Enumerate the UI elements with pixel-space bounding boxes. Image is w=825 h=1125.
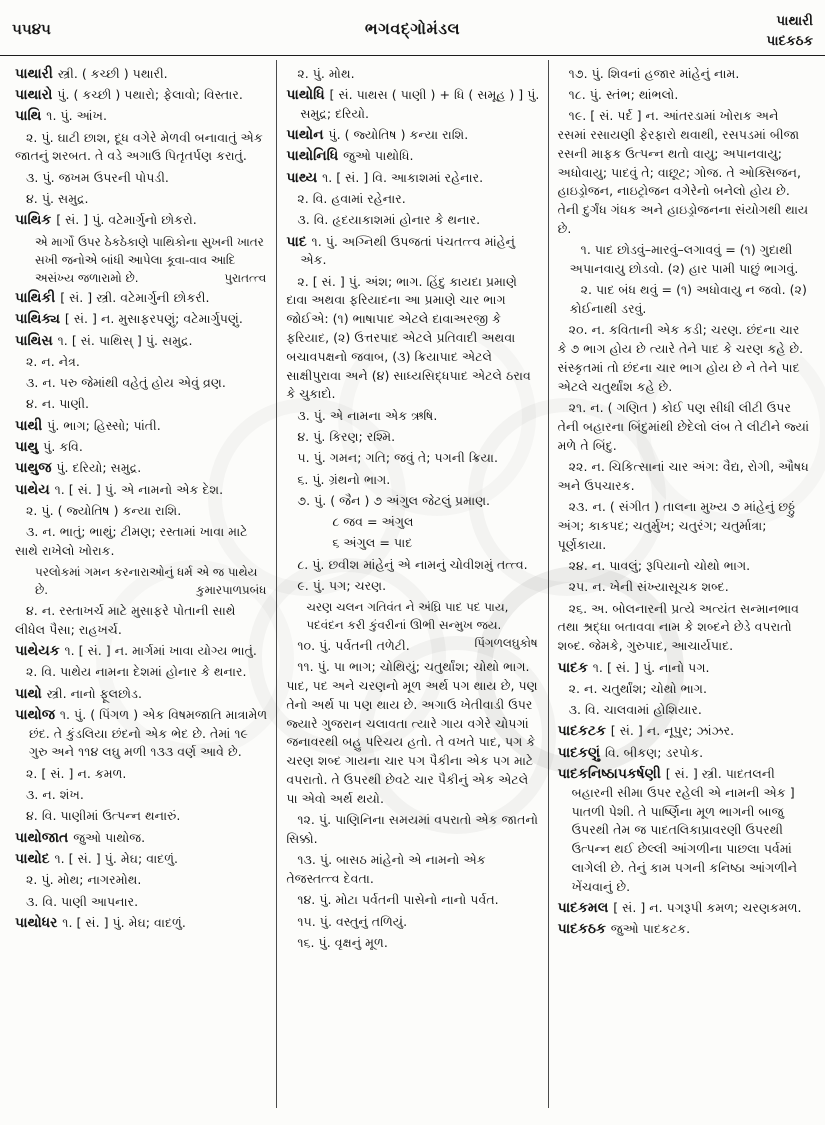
headword: પાથારો	[15, 86, 58, 103]
citation-source: કુમારપાળપ્રબંધ	[196, 583, 267, 598]
dictionary-entry: પાદકઠક જુઓ પાદકટક.	[557, 921, 691, 938]
sense-item: ૧૨. પું. પાણિનિના સમયમાં વપરાતો એક જાતનો સિક્કો.	[286, 812, 538, 846]
guide-words	[703, 12, 813, 51]
sense-item: ૧. પાદ છોડવું–મારવું–લગાવવું = (૧) ગુદાથી અપાનવાયુ છોડવો. (૨) હાર પામી પાછું ભાગવું.	[569, 242, 799, 277]
dictionary-entry: પાથોદ ૧. [ સં. ] પું. મેઘ; વાદળું.	[15, 850, 179, 867]
dictionary-entry: પાથોનિધિ જુઓ પાથોધિ.	[286, 148, 414, 165]
headword: પાથોન	[286, 127, 329, 144]
sense-item: ૯. પું. પગ; ચરણ.	[297, 578, 387, 594]
sense-item: ૫. પું. ગમન; ગતિ; જવું તે; પગની ક્રિયા.	[297, 450, 498, 466]
dictionary-entry: પાથારી સ્ત્રી. ( કચ્છી ) પથારી.	[15, 65, 168, 82]
sense-item: ૩. વિ. હૃદયાકાશમાં હોનાર કે થનાર.	[297, 212, 481, 228]
headword: પાથ્ય	[286, 169, 323, 186]
dictionary-entry: પાથેય ૧. [ સં. ] પું. એ નામનો એક દેશ.	[15, 481, 224, 498]
sense-item: ૪. ન. રસ્તાખર્ચ માટે મુસાફરે પોતાની સાથે લીધેલ પૈસા; રાહખર્ચ.	[15, 602, 236, 637]
headword: પાદકનિષ્ઠાપકર્ષણી	[557, 766, 666, 783]
headword: પાથોધર	[15, 914, 63, 931]
headword: પાથોનિધિ	[286, 148, 344, 165]
dictionary-entry: પાથિક્ય [ સં. ] ન. મુસાફરપણું; વટેમાર્ગુપણું.	[15, 311, 243, 328]
sense-item: ૨૪. ન. પાવલું; રૂપિયાનો ચોથો ભાગ.	[568, 558, 751, 574]
page-header	[0, 0, 825, 51]
sense-item: ૨૬. અ. બોલનારની પ્રત્યે અત્યંત સન્માનભાવ તથા શ્રદ્ધા બતાવવા નામ કે શબ્દને છેડે વપરાતો શબ્દ. જેમકે, ગુરુપાદ, આચાર્યપાદ.	[557, 600, 799, 654]
headword: પાદ	[286, 233, 312, 250]
measure-formula: ૮ જવ = અંગુલ	[332, 514, 414, 530]
headword: પાદકમલ	[557, 900, 614, 917]
headword: પાદકઠક	[557, 921, 611, 938]
sense-item: ૧૩. પું. બાસઠ માંહેનો એ નામનો એક તેજસ્તત્ત્વ દેવતા.	[286, 852, 486, 886]
citation-source: પિંગળલઘુકોષ	[474, 636, 538, 651]
headword: પાથી	[15, 417, 48, 434]
sense-item: ૨. [ સં. ] પું. અંશ; ભાગ. હિંદુ કાયદા પ્રમાણે દાવા અથવા ફરિયાદના આ પ્રમાણે ચાર ભાગ જોઈએ: (૧) ભાષાપાદ એટલે દાવાઅરજી કે ફરિયાદ, (૨) ઉત્તરપાદ એટલે પ્રતિવાદી અથવા બચાવપક્ષનો જવાબ, (૩) ક્રિયાપાદ એટલે સાક્ષીપુરાવા અને (૪) સાધ્યસિદ્ધપાદ એટલે ઠરાવ કે ચુકાદો.	[286, 273, 531, 402]
dictionary-entry: પાદકણું વિ. બીકણ; ડરપોક.	[557, 744, 704, 761]
headword: પાથોજાત	[15, 829, 74, 846]
headword: પાથેય	[15, 481, 55, 498]
sense-item: ૧૮. પું. સ્તંભ; થાંભલો.	[568, 86, 679, 102]
sense-item: ૩. વિ. પાણી આપનાર.	[26, 893, 139, 909]
sense-item: ૧૯. [ સં. પર્દ ] ન. આંતરડામાં ખોરાક અને રસમાં રસાયણી ફેરફારો થવાથી, રસપડમાં બીજા રસની માફક ઉત્પન્ન થતો વાયુ; અપાનવાયુ; અધોવાયુ; પાદવું તે; વાછૂટ; ગોજ. તે ઓક્સિજન, હાઇડ્રોજન, નાઇટ્રોજન વગેરેનો બનેલો હોય છે. તેની દુર્ગંધ ગંધક અને હાઇડ્રોજનના સંયોગથી થાય છે.	[557, 108, 809, 236]
quote-line: પદવંદન કરી કુંવરીનાં ઊભી સન્મુખ જય.	[306, 618, 502, 633]
headword: પાથિક્ય	[15, 311, 65, 328]
guide-word-top: પાથારી	[776, 13, 813, 29]
sense-item: ૨. [ સં. ] ન. કમળ.	[26, 765, 127, 781]
dictionary-entry: પાથિ ૧. પું. આંખ.	[15, 108, 108, 125]
headword: પાથિસ	[15, 332, 58, 349]
sense-item: ૪. ન. પાણી.	[26, 396, 90, 412]
sense-item: ૪. વિ. પાણીમાં ઉત્પન્ન થનારું.	[26, 808, 181, 824]
dictionary-entry: પાદકનિષ્ઠાપકર્ષણી [ સં. ] સ્ત્રી. પાદતલની બહારની સીમા ઉપર રહેલી એ નામની એક ] પાતળી પેશી. તે પાર્ષ્ણિના મૂળ ભાગની બાજુ ઉપરથી તેમ જ પાદતલિકાપ્રાવરણી ઉપરથી ઉત્પન્ન થઈ છેલ્લી આંગળીના પાછલા પર્વમાં લાગેલી છે. તેનું કામ પગની કનિષ્ઠા આંગળીને ખેંચવાનું છે.	[557, 766, 798, 894]
dictionary-entry: પાથિસ ૧. [ સં. પાથિસ્ ] પું. સમુદ્ર.	[15, 332, 193, 349]
column-1	[6, 60, 276, 1108]
sense-item: ૨. ન. નેત્ર.	[26, 353, 80, 369]
sense-item: ૩. પું. જખમ ઉપરની પોપડી.	[26, 169, 169, 185]
sense-item: ૨. વિ. હવામાં રહેનાર.	[297, 190, 406, 206]
sense-item: ૪. પું. કિરણ; રશ્મિ.	[297, 428, 396, 444]
headword: પાથો	[15, 685, 47, 702]
sense-item: ૨. પું. મોથ.	[297, 65, 355, 81]
headword: પાથિક	[15, 212, 57, 229]
column-3	[548, 60, 819, 1108]
column-2	[276, 60, 547, 1108]
sense-item: ૩. ન. શંખ.	[26, 787, 84, 803]
page-number: ૫૫૪૫	[12, 20, 51, 38]
dictionary-entry: પાથિક [ સં. ] પું. વટેમાર્ગુનો છોકરો.	[15, 212, 197, 229]
dictionary-entry: પાથિકી [ સં. ] સ્ત્રી. વટેમાર્ગુની છોકરી.	[15, 290, 210, 306]
sense-item: ૬. પું. ગ્રંથનો ભાગ.	[297, 471, 391, 487]
dictionary-entry: પાદ ૧. પું. અગ્નિથી ઉપજતાં પંચતત્ત્વ માંહેનું એક.	[286, 233, 516, 268]
sense-item: ૧૫. પું. વસ્તુનું તળિયું.	[297, 913, 408, 929]
dictionary-entry: પાથુ પું. કવિ.	[15, 439, 83, 456]
headword: પાથુ	[15, 439, 44, 456]
headword: પાથોધિ	[286, 86, 330, 103]
sense-item: ૭. પું. ( જૈન ) ૭ અંગુલ જેટલું પ્રમાણ.	[297, 492, 491, 508]
sense-item: ૩. વિ. ચાલવામાં હોશિયાર.	[568, 702, 702, 718]
citation-quote: એ માર્ગો ઉપર ઠેકઠેકાણે પાથિકોના સુખની ખાતર સખી જનોએ બાંધી આપેલા કૂવા-વાવ આદિ અસંખ્ય જળારામો છે. પુરાતત્ત્વ	[35, 234, 267, 285]
citation-source: પુરાતત્ત્વ	[224, 270, 267, 285]
headword: પાથારી	[15, 65, 58, 82]
sense-item: ૨૧. ન. ( ગણિત ) કોઈ પણ સીધી લીટી ઉપર તેની બહારના બિંદુમાંથી છેદેલો લંબ તે લીટીને જ્યાં મળે તે બિંદુ.	[557, 400, 810, 453]
dictionary-entry: પાથોજાત જુઓ પાથોજ.	[15, 829, 146, 846]
sense-item: ૧૧. પું. પા ભાગ; ચોથિયું; ચતુર્થાંશ; ચોથો ભાગ. પાદ, પદ અને ચરણનો મૂળ અર્થ પગ થાય છે, પણ તેનો અર્થ પા પણ થાય છે. અગાઉ ખેતીવાડી ઉપર જ્યારે ગુજરાન ચલાવતા ત્યારે ગાય વગેરે ચોપગાં જનાવરથી બહુ પરિચય હતો. તે વખતે પાદ, પગ કે ચરણ શબ્દ ગાયના ચાર પગ પૈકીના એક પગ માટે વપરાતો. તે ઉપરથી છેવટે ચાર પૈકીનું એક એટલે પા એવો અર્થ થયો.	[286, 659, 538, 806]
dictionary-entry: પાથોધિ [ સં. પાથસ ( પાણી ) + ધિ ( સમૂહ ) ] પું. સમુદ્ર; દરિયો.	[286, 86, 540, 121]
headword: પાથિ	[15, 108, 47, 125]
dictionary-entry: પાદકમલ [ સં. ] ન. પગરૂપી કમળ; ચરણકમળ.	[557, 900, 802, 917]
dictionary-entry: પાથી પું. ભાગ; હિસ્સો; પાંતી.	[15, 417, 161, 434]
sense-item: ૨૨. ન. ચિકિત્સાનાં ચાર અંગ: વૈદ્ય, રોગી, ઔષધ અને ઉપચારક.	[557, 459, 809, 493]
sense-item: ૧૭. પું. શિવનાં હજાર માંહેનું નામ.	[568, 65, 740, 81]
sense-item: ૨૦. ન. કવિતાની એક કડી; ચરણ. છંદના ચાર કે ૭ ભાગ હોય છે ત્યારે તેને પાદ કે ચરણ કહે છે. સંસ્કૃતમાં તો છંદના ચાર ભાગ હોય છે ને તેને પાદ એટલે ચતુર્થાંશ કહે છે.	[557, 322, 804, 394]
dictionary-entry: પાથોજ ૧. પું. ( પિંગળ ) એક વિષમજાતિ માત્રામેળ છંદ. તે કુંડલિયા છંદનો એક ભેદ છે. તેમાં ૧૯ ગુરુ અને ૧૧૪ લઘુ મળી ૧૩૩ વર્ણ આવે છે.	[15, 706, 268, 760]
sense-item: ૧૪. પું. મોટા પર્વતની પાસેનો નાનો પર્વત.	[297, 892, 499, 908]
sense-item: ૨. વિ. પાથેય નામના દેશમાં હોનાર કે થનાર.	[26, 664, 247, 680]
sense-item: ૮. પું. છવીશ માંહેનું એ નામનું ચોવીશમું તત્ત્વ.	[297, 556, 528, 572]
sense-item: ૩. ન. ભાતું; ભાથું; ટીમણ; રસ્તામાં ખાવા માટે સાથે રાખેલો ખોરાક.	[15, 524, 248, 559]
dictionary-entry: પાદકટક [ સં. ] ન. નૂપુર; ઝાંઝર.	[557, 723, 735, 740]
headword: પાથિકી	[15, 290, 61, 306]
headword: પાદકટક	[557, 723, 611, 740]
headword: પાથેયક	[15, 642, 65, 659]
sense-item: ૨. ન. ચતુર્થાંશ; ચોથો ભાગ.	[568, 680, 707, 696]
sense-item: ૩. ન. પરુ જેમાંથી વહેતું હોય એવું વ્રણ.	[26, 375, 226, 391]
dictionary-entry: પાથેયક ૧. [ સં. ] ન. માર્ગમાં ખાવા યોગ્ય ભાતું.	[15, 642, 257, 659]
sense-item: ૪. પું. સમુદ્ર.	[26, 190, 89, 206]
dictionary-entry: પાથારો પું. ( કચ્છી ) પથારો; ફેલાવો; વિસ્તાર.	[15, 86, 243, 103]
book-title: ભગવદ્ગોમંડલ	[364, 19, 461, 38]
measure-formula: ૬ અંગુલ = પાદ	[332, 535, 413, 551]
citation-quote: પરલોકમાં ગમન કરનારાઓનું ધર્મ એ જ પાથેય છે. કુમારપાળપ્રબંધ	[35, 565, 267, 598]
guide-word-bottom: પાદકઠક	[766, 32, 813, 49]
headword: પાથુજ	[15, 460, 57, 477]
dictionary-entry: પાથ્ય ૧. [ સં. ] વિ. આકાશમાં રહેનાર.	[286, 169, 484, 186]
headword: પાદકણું	[557, 744, 605, 761]
headword: પાથોદ	[15, 850, 55, 867]
quote-line: ચરણ ચલન ગતિવંત ને અંઘ્રિ પાદ પદ પાય,	[306, 600, 509, 615]
dictionary-entry: પાદક ૧. [ સં. ] પું. નાનો પગ.	[557, 659, 710, 676]
sense-item: ૨૩. ન. ( સંગીત ) તાલના મુખ્ય ૭ માંહેનું છઠ્ઠું અંગ; કાકપદ; ચતુર્મુખ; ચતુરંગ; ચતુર્માત્રા; પૂર્ણકાયા.	[557, 499, 795, 552]
sense-item: ૨૫. ન. ખેની સંખ્યાસૂચક શબ્દ.	[568, 579, 729, 595]
sense-item: ૧૬. પું. વૃક્ષનું મૂળ.	[297, 934, 388, 950]
sense-item: ૨. પાદ બંધ થવું = (૧) અધોવાયુ ન જવો. (૨) કોઈનાથી ડરવું.	[569, 282, 807, 317]
headword: પાદક	[557, 659, 593, 676]
text-columns	[0, 58, 825, 1108]
sense-item: ૩. પું. એ નામના એક ઋષિ.	[297, 407, 438, 423]
sense-item: ૨. પું. ઘાટી છાશ, દૂધ વગેરે મેળવી બનાવાતું એક જાતનું શરબત. તે વડે અગાઉ પિતૃતર્પણ કરાતું.	[15, 129, 263, 164]
dictionary-entry: પાથો સ્ત્રી. નાનો ફૂલછોડ.	[15, 685, 142, 702]
header-rule	[0, 55, 825, 56]
dictionary-entry: પાથોન પું. ( જ્યોતિષ ) કન્યા રાશિ.	[286, 127, 469, 144]
sense-item: ૨. પું. મોથ; નાગરમોથ.	[26, 872, 142, 888]
dictionary-entry: પાથોધર ૧. [ સં. ] પું. મેઘ; વાદળું.	[15, 914, 186, 931]
dictionary-entry: પાથુજ પું. દરિયો; સમુદ્ર.	[15, 460, 142, 477]
sense-item: ૨. પું. ( જ્યોતિષ ) કન્યા રાશિ.	[26, 502, 182, 518]
sense-item: ૧૦. પું. પર્વતની તળેટી.	[297, 637, 410, 653]
headword: પાથોજ	[15, 706, 60, 723]
